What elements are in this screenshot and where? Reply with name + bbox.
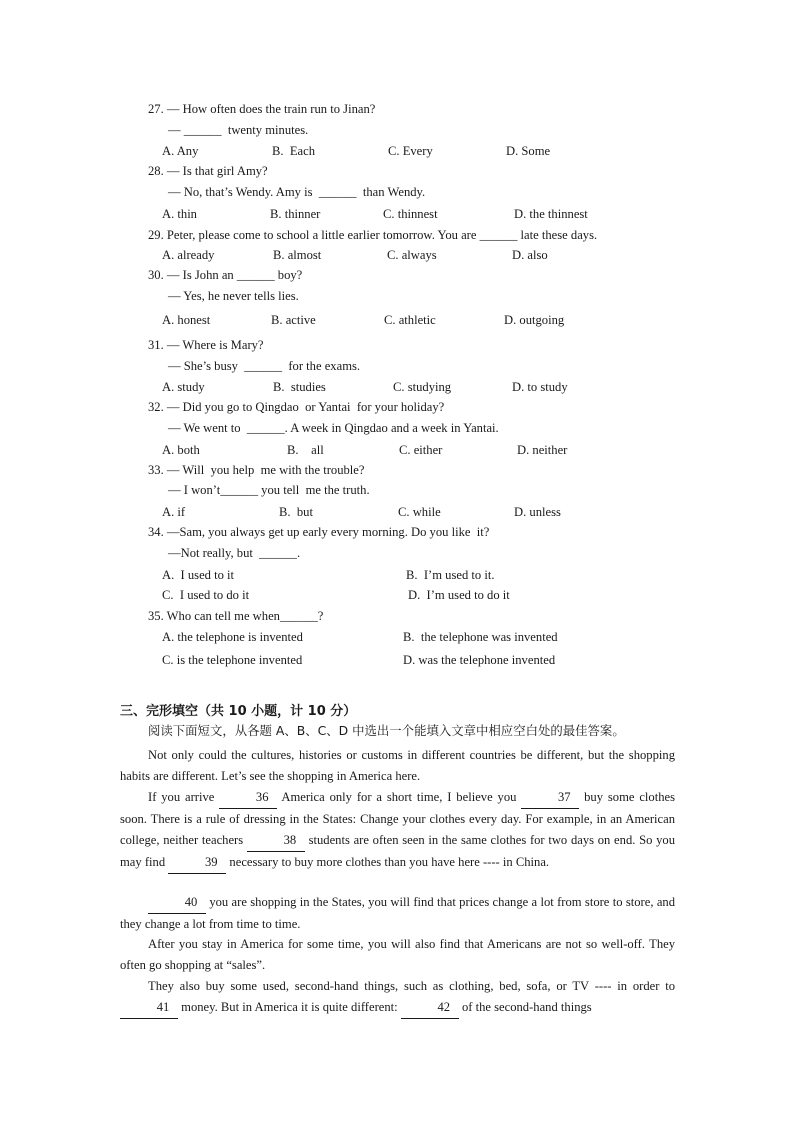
q29-option-b: B. almost: [273, 248, 322, 262]
q30-answer-line: — Yes, he never tells lies.: [168, 289, 299, 303]
q33-option-b: B. but: [279, 505, 313, 519]
blank-37: 37: [521, 787, 579, 809]
q35-option-c: C. is the telephone invented: [162, 653, 303, 667]
q33-option-d: D. unless: [514, 505, 561, 519]
q33-option-c: C. while: [398, 505, 441, 519]
q35-option-a: A. the telephone is invented: [162, 630, 303, 644]
q29-option-d: D. also: [512, 248, 548, 262]
blank-42: 42: [401, 997, 459, 1019]
q31-stem: 31. — Where is Mary?: [148, 338, 264, 352]
q34-option-b: B. I’m used to it.: [406, 568, 495, 582]
q34-option-d: D. I’m used to do it: [408, 588, 510, 602]
q35-stem: 35. Who can tell me when______?: [148, 609, 324, 623]
q32-option-d: D. neither: [517, 443, 568, 457]
q34-option-c: C. I used to do it: [162, 588, 250, 602]
passage-paragraph-5: They also buy some used, second-hand things, such as clothing, bed, sofa, or TV ---- in order to 41 money. But in America it is quite different: 42 of the second-hand things: [120, 976, 675, 1019]
q31-option-a: A. study: [162, 380, 205, 394]
q32-option-a: A. both: [162, 443, 200, 457]
q34-answer-line: —Not really, but ______.: [168, 546, 301, 560]
q34-stem: 34. —Sam, you always get up early every morning. Do you like it?: [148, 525, 490, 539]
blank-40: 40: [148, 892, 206, 914]
q30-option-c: C. athletic: [384, 313, 436, 327]
passage-paragraph-1: Not only could the cultures, histories or customs in different countries be different, but the shopping habits are different. Let’s see the shopping in America here.: [120, 748, 675, 783]
blank-39: 39: [168, 852, 226, 874]
blank-41: 41: [120, 997, 178, 1019]
q32-option-b: B. all: [287, 443, 324, 457]
q28-option-b: B. thinner: [270, 207, 321, 221]
q31-answer-line: — She’s busy ______ for the exams.: [168, 359, 361, 373]
q29-option-a: A. already: [162, 248, 215, 262]
q28-option-d: D. the thinnest: [514, 207, 588, 221]
q27-option-a: A. Any: [162, 144, 199, 158]
q27-stem: 27. — How often does the train run to Jinan?: [148, 102, 376, 116]
q35-option-d: D. was the telephone invented: [403, 653, 556, 667]
q32-option-c: C. either: [399, 443, 443, 457]
q27-option-b: B. Each: [272, 144, 316, 158]
q29-option-c: C. always: [387, 248, 437, 262]
q28-option-a: A. thin: [162, 207, 197, 221]
q31-option-d: D. to study: [512, 380, 568, 394]
q30-option-b: B. active: [271, 313, 316, 327]
blank-38: 38: [247, 830, 305, 852]
q27-answer-line: — ______ twenty minutes.: [168, 123, 309, 137]
section-heading: 三、完形填空（共 10 小题，计 10 分）: [120, 704, 357, 719]
q34-option-a: A. I used to it: [162, 568, 235, 582]
q35-option-b: B. the telephone was invented: [403, 630, 558, 644]
q28-option-c: C. thinnest: [383, 207, 438, 221]
q33-option-a: A. if: [162, 505, 186, 519]
q33-stem: 33. — Will you help me with the trouble?: [148, 463, 365, 477]
q27-option-c: C. Every: [388, 144, 433, 158]
passage-paragraph-4: After you stay in America for some time, you will also find that Americans are not so well-off. They often go shopping at “sales”.: [120, 937, 675, 972]
q30-stem: 30. — Is John an ______ boy?: [148, 268, 303, 282]
passage-paragraph-2: If you arrive 36 America only for a short time, I believe you 37 buy some clothes soon. There is a rule of dressing in the States: Change your clothes every day. For example, in an American college, neither teachers 38 students are often seen in the same clothes for two days on end. So you may find 39 necessary to buy more clothes than you have here ---- in China.: [120, 787, 675, 874]
q33-answer-line: — I won’t______ you tell me the truth.: [168, 483, 370, 497]
q30-option-d: D. outgoing: [504, 313, 565, 327]
q29-stem: 29. Peter, please come to school a little earlier tomorrow. You are ______ late these days.: [148, 228, 598, 242]
blank-36: 36: [219, 787, 277, 809]
q32-stem: 32. — Did you go to Qingdao or Yantai for your holiday?: [148, 400, 445, 414]
q30-option-a: A. honest: [162, 313, 211, 327]
q27-option-d: D. Some: [506, 144, 551, 158]
q31-option-c: C. studying: [393, 380, 452, 394]
q31-option-b: B. studies: [273, 380, 326, 394]
section-instruction: 阅读下面短文，从各题 A、B、C、D 中选出一个能填入文章中相应空白处的最佳答案。: [148, 723, 625, 738]
q28-stem: 28. — Is that girl Amy?: [148, 164, 268, 178]
q32-answer-line: — We went to ______. A week in Qingdao and a week in Yantai.: [168, 421, 499, 435]
passage-paragraph-3: 40 you are shopping in the States, you will find that prices change a lot from store to store, and they change a lot from time to time.: [120, 892, 675, 935]
q28-answer-line: — No, that’s Wendy. Amy is ______ than Wendy.: [168, 185, 426, 199]
